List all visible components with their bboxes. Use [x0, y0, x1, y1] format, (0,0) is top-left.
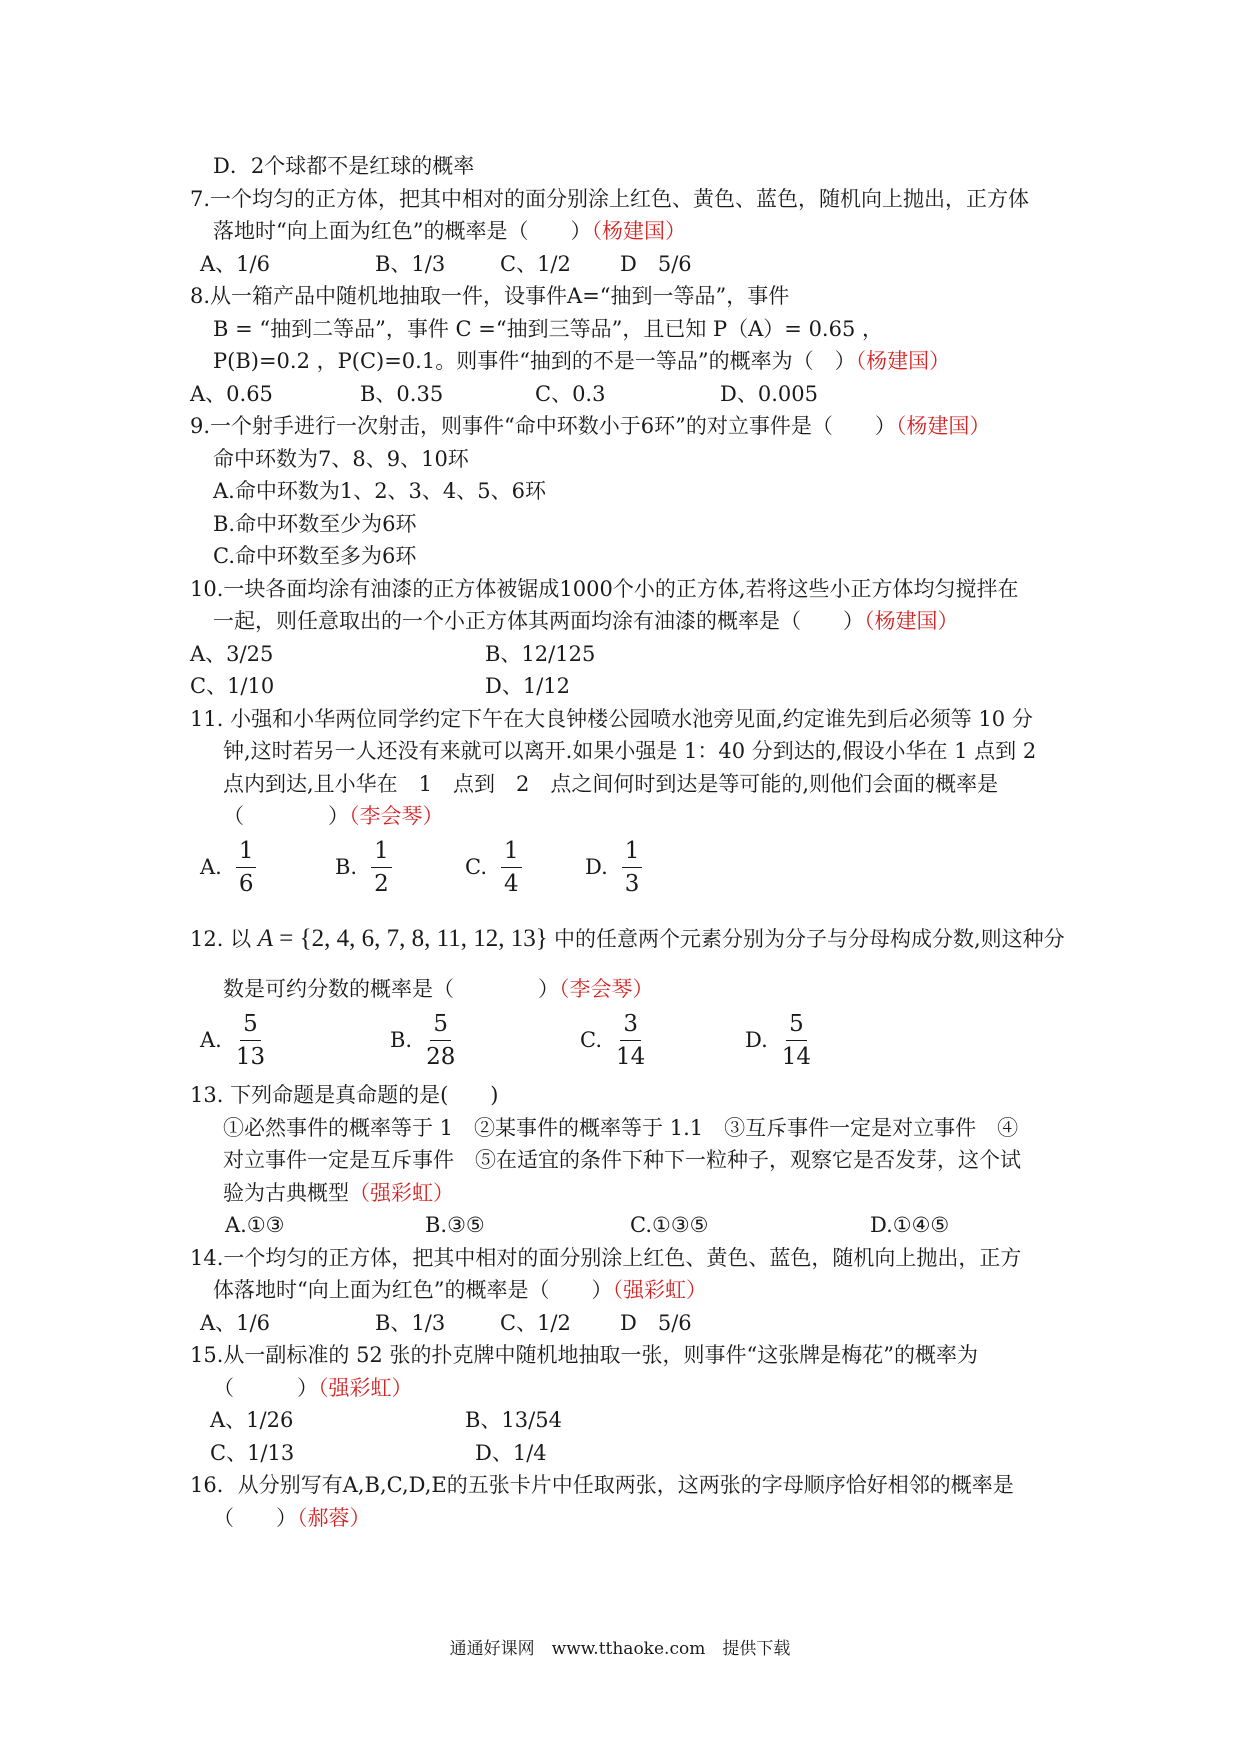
question-10-options-row2 — [190, 670, 1060, 703]
question-10-options-row1 — [190, 638, 1060, 671]
author-tag: （杨建国） — [864, 609, 959, 633]
question-13-line2: ①必然事件的概率等于 1 ②某事件的概率等于 1.1 ③互斥事件一定是对立事件 ④ — [223, 1115, 1019, 1140]
option-b: B、1/3 — [375, 1310, 446, 1335]
question-text: 数是可约分数的概率是（ ） — [223, 976, 559, 1001]
option-label: C. — [465, 855, 487, 880]
question-7-line2 — [190, 215, 1060, 248]
question-7-options — [190, 248, 1060, 281]
set-elements: = {2, 4, 6, 7, 8, 11, 12, 13} — [273, 924, 554, 952]
question-8-line3 — [190, 345, 1060, 378]
question-13-line4 — [190, 1177, 1060, 1210]
question-text: 体落地时“向上面为红色”的概率是（ ） — [213, 1278, 613, 1302]
fraction — [782, 1011, 811, 1070]
option-line: D．2个球都不是红球的概率 — [213, 154, 475, 178]
author-tag: （杨建国） — [855, 349, 951, 373]
question-9-option-a: A.命中环数为1、2、3、4、5、6环 — [213, 479, 547, 503]
answer-blank: （ ） — [213, 1505, 297, 1530]
question-9-option-b: B.命中环数至少为6环 — [213, 511, 417, 536]
question-13-line3: 对立事件一定是互斥事件 ⑤在适宜的条件下种下一粒种子，观察它是否发芽，这个试 — [223, 1148, 1021, 1172]
numerator: 5 — [430, 1011, 451, 1041]
option-label: A. — [200, 855, 222, 880]
denominator: 14 — [616, 1043, 646, 1070]
question-13-line1: 13. 下列命题是真命题的是( ) — [190, 1083, 499, 1107]
option-d — [745, 1005, 811, 1075]
option-label: C. — [580, 1027, 602, 1052]
option-a — [200, 1005, 265, 1075]
set-variable: A — [257, 924, 274, 952]
question-12-line2 — [190, 973, 1060, 1006]
numerator: 1 — [501, 838, 522, 868]
question-9-line1 — [190, 410, 1060, 443]
question-14-line1: 14.一个均匀的正方体，把其中相对的面分别涂上红色、黄色、蓝色，随机向上抛出，正方 — [190, 1245, 1022, 1270]
question-10-line1: 10.一块各面均涂有油漆的正方体被锯成1000个小的正方体,若将这些小正方体均匀搅拌在 — [190, 576, 1019, 601]
question-14-options — [190, 1307, 1060, 1340]
option-d: D、1/4 — [475, 1440, 547, 1465]
option-c: C、1/13 — [210, 1440, 295, 1465]
option-label: B. — [390, 1027, 413, 1052]
option-b — [335, 833, 392, 903]
option-label: D. — [585, 855, 608, 880]
question-14-line2 — [190, 1274, 1060, 1307]
option-label: B. — [335, 855, 358, 880]
question-11-line3: 点内到达,且小华在 1 点到 2 点之间何时到达是等可能的,则他们会面的概率是 — [223, 771, 999, 796]
option-d: D、1/12 — [485, 674, 570, 698]
option-a: A.①③ — [225, 1213, 285, 1237]
question-text: 落地时“向上面为红色”的概率是（ ） — [213, 219, 592, 243]
question-11-line2: 钟,这时若另一人还没有来就可以离开.如果小强是 1：40 分到达的,假设小华在 1 点到 2 — [223, 739, 1037, 763]
question-text: 中的任意两个元素分别为分子与分母构成分数,则这种分 — [553, 926, 1065, 951]
author-tag: （李会琴） — [559, 976, 654, 1001]
option-c: C、1/2 — [500, 1310, 571, 1335]
numerator: 5 — [786, 1011, 807, 1041]
author-tag: （李会琴） — [349, 804, 444, 828]
numerator: 5 — [240, 1011, 261, 1041]
option-a: A、0.65 — [190, 381, 273, 406]
question-7-line1: 7.一个均匀的正方体，把其中相对的面分别涂上红色、黄色、蓝色，随机向上抛出，正方体 — [190, 186, 1030, 211]
denominator: 14 — [781, 1043, 812, 1070]
numerator: 3 — [620, 1011, 641, 1041]
option-label: D. — [745, 1027, 768, 1052]
question-15-line1: 15.从一副标准的 52 张的扑克牌中随机地抽取一张，则事件“这张牌是梅花”的概率为 — [190, 1343, 978, 1367]
question-9-option-c: C.命中环数至多为6环 — [213, 544, 417, 568]
question-text: 9.一个射手进行一次射击，则事件“命中环数小于6环”的对立事件是（ ） — [190, 414, 896, 438]
author-tag: （杨建国） — [591, 219, 686, 243]
fraction — [371, 838, 392, 897]
option-a: A、1/6 — [200, 251, 270, 276]
option-b — [390, 1005, 455, 1075]
question-13-options — [190, 1209, 1060, 1242]
denominator: 2 — [374, 871, 389, 897]
option-d: D.①④⑤ — [870, 1213, 950, 1237]
fraction — [236, 1011, 265, 1070]
option-a: A、3/25 — [190, 641, 274, 666]
question-8-line1: 8.从一箱产品中随机地抽取一件，设事件A=“抽到一等品”，事件 — [190, 284, 790, 308]
author-tag: （杨建国） — [895, 414, 991, 438]
question-11-line1: 11. 小强和小华两位同学约定下午在大良钟楼公园喷水池旁见面,约定谁先到后必须等 10 分 — [190, 706, 1033, 731]
option-b: B、13/54 — [465, 1408, 562, 1432]
set-expression — [258, 925, 554, 952]
question-12-line1 — [190, 917, 1065, 961]
question-text: P(B)=0.2 ，P(C)=0.1。则事件“抽到的不是一等品”的概率为（ ） — [213, 349, 856, 373]
author-tag: （强彩虹） — [612, 1278, 707, 1302]
option-c: C、1/2 — [500, 251, 571, 276]
numerator: 1 — [622, 838, 643, 868]
page-footer: 通通好课网 www.tthaoke.com 提供下载 — [449, 1639, 791, 1659]
fraction — [236, 838, 257, 897]
author-tag: （郝蓉） — [297, 1505, 371, 1530]
question-text: 12. 以 — [190, 926, 258, 951]
option-d: D 5/6 — [620, 1310, 692, 1335]
denominator: 6 — [238, 871, 254, 897]
denominator: 28 — [426, 1043, 456, 1070]
numerator: 1 — [236, 838, 257, 868]
question-12-options — [190, 1005, 1060, 1075]
option-c: C、1/10 — [190, 674, 275, 698]
question-text: 一起，则任意取出的一个小正方体其两面均涂有油漆的概率是（ ） — [213, 609, 864, 633]
option-c — [465, 833, 522, 903]
option-b: B、0.35 — [360, 381, 444, 406]
option-c — [580, 1005, 645, 1075]
fraction — [426, 1011, 455, 1070]
fraction — [622, 838, 643, 897]
option-a: A、1/6 — [200, 1310, 270, 1335]
question-10-line2 — [190, 605, 1060, 638]
option-d — [585, 833, 642, 903]
option-d: D 5/6 — [620, 251, 692, 276]
question-15-options-row1 — [190, 1404, 1060, 1437]
answer-blank: （ ） — [213, 1375, 318, 1400]
question-16-line2 — [190, 1502, 1060, 1535]
author-tag: （强彩虹） — [318, 1375, 413, 1400]
option-b: B、1/3 — [375, 251, 446, 276]
question-16-line1: 16．从分别写有A,B,C,D,E的五张卡片中任取两张，这两张的字母顺序恰好相邻的概率是 — [190, 1473, 1014, 1497]
option-a — [200, 833, 256, 903]
denominator: 3 — [624, 871, 640, 897]
option-label: A. — [200, 1027, 222, 1052]
option-c: C.①③⑤ — [630, 1213, 709, 1237]
question-9-line2: 命中环数为7、8、9、10环 — [213, 446, 469, 471]
document-body — [190, 150, 1065, 1534]
answer-blank: （ ） — [223, 804, 349, 828]
denominator: 4 — [504, 871, 519, 897]
option-b: B.③⑤ — [425, 1213, 485, 1237]
question-text: 验为古典概型 — [223, 1180, 349, 1205]
option-a: A、1/26 — [210, 1408, 294, 1432]
denominator: 13 — [235, 1043, 266, 1070]
question-8-line2: B = “抽到二等品”，事件 C =“抽到三等品”，且已知 P（A）= 0.65 ， — [213, 316, 884, 341]
option-b: B、12/125 — [485, 641, 596, 666]
question-8-options — [190, 378, 1060, 411]
question-11-options — [190, 833, 1060, 903]
author-tag: （强彩虹） — [349, 1180, 454, 1205]
question-11-line4 — [190, 800, 1060, 833]
option-c: C、0.3 — [535, 381, 606, 406]
numerator: 1 — [371, 838, 392, 868]
fraction — [501, 838, 522, 897]
fraction — [616, 1011, 645, 1070]
option-d: D、0.005 — [720, 381, 818, 406]
question-15-line2 — [190, 1372, 1060, 1405]
question-15-options-row2 — [190, 1437, 1060, 1470]
